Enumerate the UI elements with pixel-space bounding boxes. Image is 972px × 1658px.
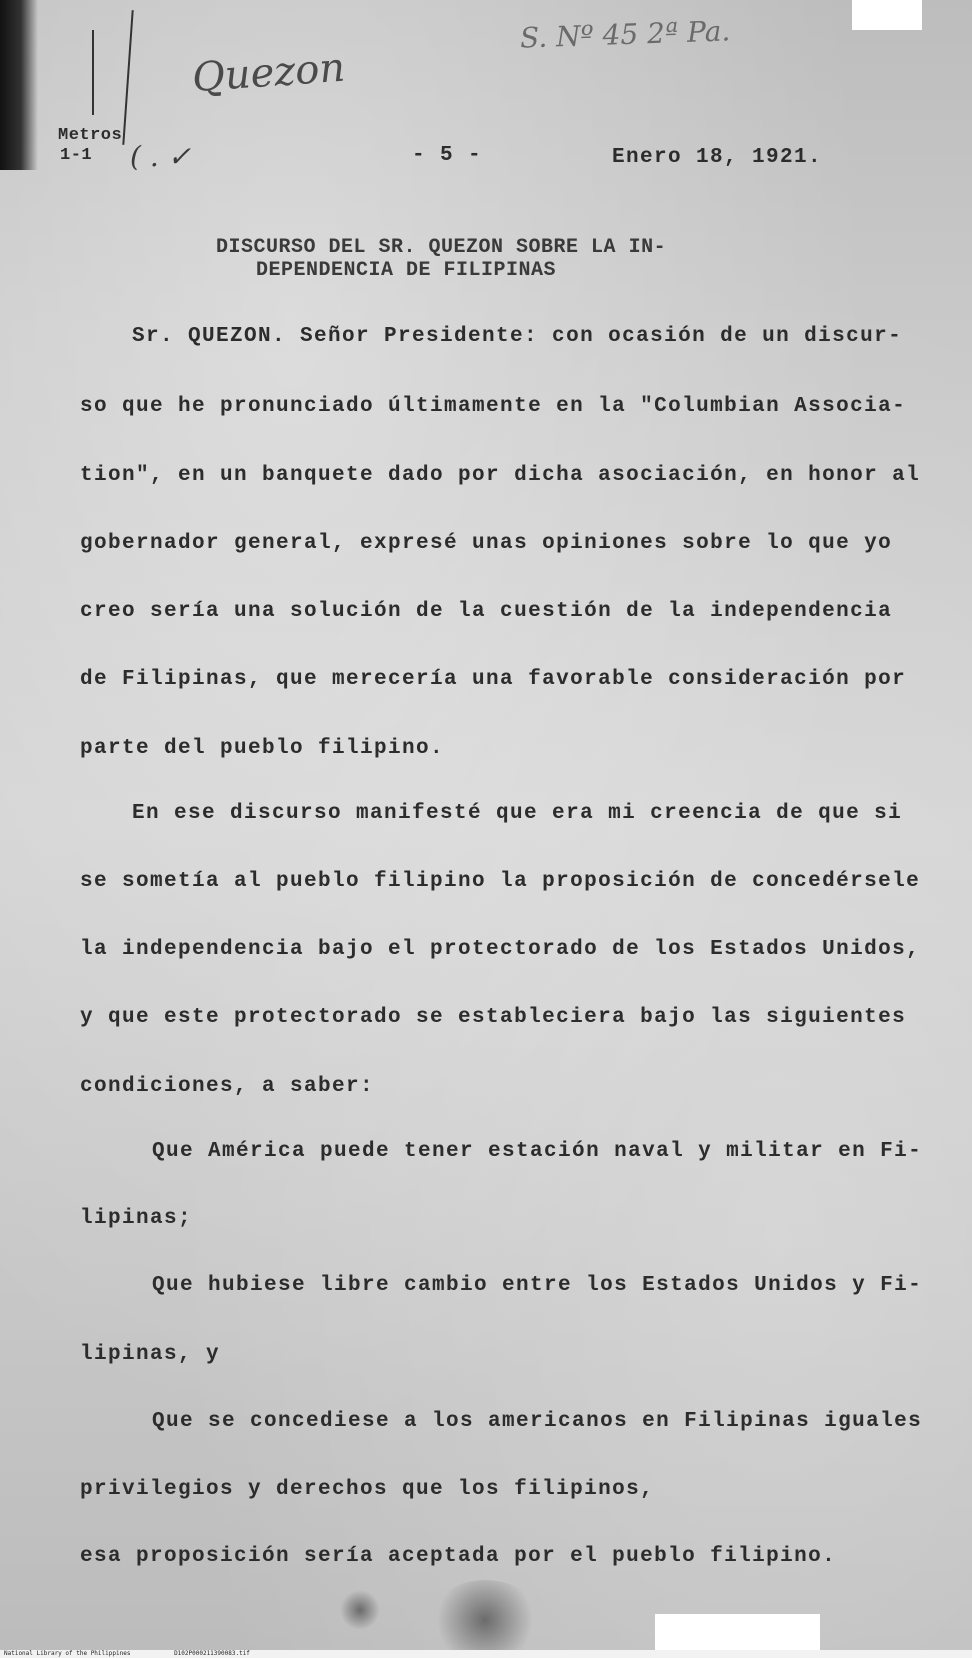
- body-line: condiciones, a saber:: [80, 1075, 375, 1098]
- header-left-line1: Metros: [58, 126, 123, 145]
- body-line: Que América puede tener estación naval y militar en Fi-: [152, 1140, 923, 1163]
- body-line: tion", en un banquete dado por dicha asociación, en honor al: [80, 464, 921, 487]
- body-line: se sometía al pueblo filipino la proposición de concedérsele: [80, 870, 921, 893]
- header-left-line2: 1-1: [60, 146, 93, 165]
- body-line: parte del pueblo filipino.: [80, 737, 445, 760]
- body-line: esa proposición sería aceptada por el pueblo filipino.: [80, 1545, 837, 1568]
- body-line: de Filipinas, que merecería una favorable consideración por: [80, 668, 907, 691]
- body-line: Sr. QUEZON. Señor Presidente: con ocasión de un discur-: [132, 325, 903, 348]
- library-credit: National Library of the Philippines: [4, 1650, 131, 1657]
- body-line: Que se concediese a los americanos en Filipinas iguales: [152, 1410, 923, 1433]
- scan-edge-shadow: [0, 0, 38, 170]
- handwritten-note: S. Nº 45 2ª Pa.: [519, 14, 731, 55]
- body-line: gobernador general, expresé unas opiniones sobre lo que yo: [80, 532, 893, 555]
- body-line: y que este protectorado se estableciera bajo las siguientes: [80, 1006, 907, 1029]
- ink-stain: [430, 1580, 540, 1650]
- file-code: D102P000211390083.tif: [174, 1650, 250, 1657]
- label-patch-bottom: [655, 1614, 820, 1650]
- scan-footer: [0, 1650, 972, 1658]
- title-line-1: DISCURSO DEL SR. QUEZON SOBRE LA IN-: [216, 236, 667, 259]
- body-line: privilegios y derechos que los filipinos,: [80, 1478, 655, 1501]
- ink-stain: [340, 1590, 380, 1630]
- title-line-2: DEPENDENCIA DE FILIPINAS: [256, 259, 557, 282]
- body-line: creo sería una solución de la cuestión de la independencia: [80, 600, 893, 623]
- margin-line: [122, 10, 133, 145]
- handwritten-name: Quezon: [190, 44, 347, 102]
- body-line: so que he pronunciado últimamente en la "Columbian Associa-: [80, 395, 907, 418]
- body-line: lipinas;: [80, 1207, 193, 1230]
- handwritten-margin-marks: ( . ✓: [130, 140, 192, 173]
- document-date: Enero 18, 1921.: [612, 146, 823, 169]
- body-line: Que hubiese libre cambio entre los Estados Unidos y Fi-: [152, 1274, 923, 1297]
- body-line: En ese discurso manifesté que era mi creencia de que si: [132, 802, 903, 825]
- body-line: lipinas, y: [80, 1343, 221, 1366]
- body-line: la independencia bajo el protectorado de los Estados Unidos,: [80, 938, 921, 961]
- page-number: - 5 -: [412, 144, 483, 167]
- margin-line: [92, 30, 94, 115]
- label-patch-top: [852, 0, 922, 30]
